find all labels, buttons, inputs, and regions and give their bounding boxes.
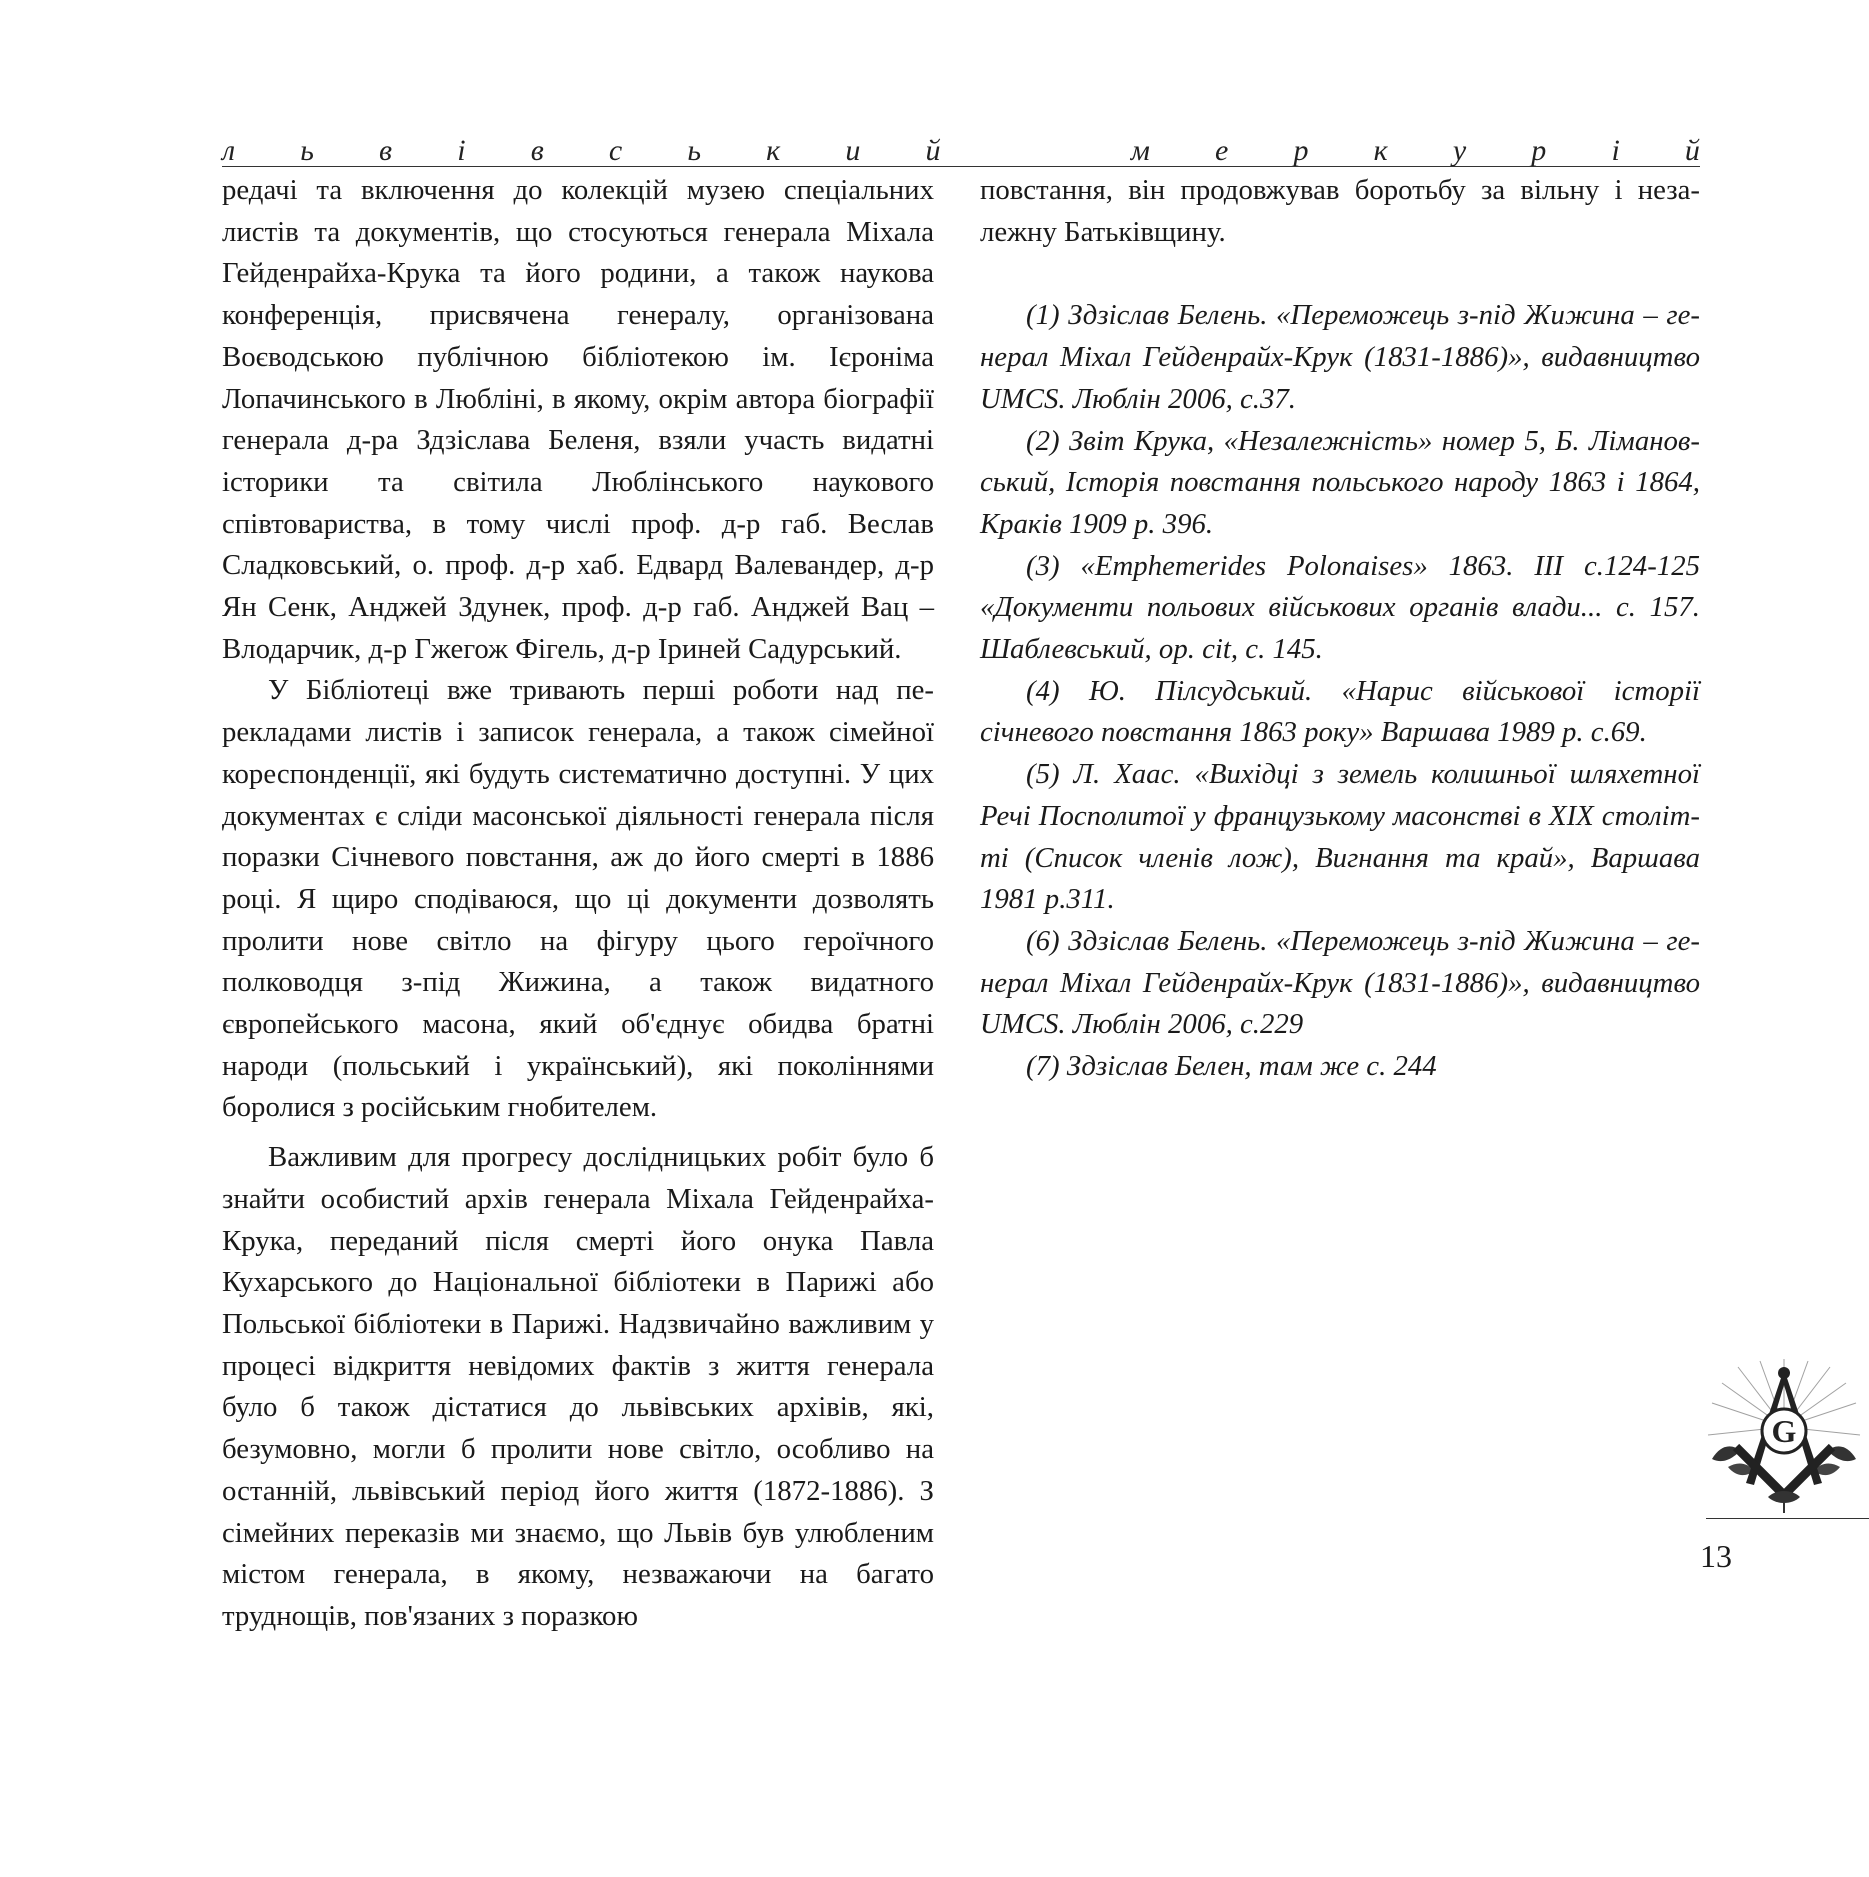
header-letter: м — [1130, 134, 1150, 167]
endnote: (4) Ю. Пілсудський. «Нарис військової історії січневого повстання 1863 року» Варшава 1989 р. с.69. — [980, 674, 1700, 749]
header-letter: е — [1215, 134, 1229, 167]
endnote: (7) Здзіслав Белен, там же с. 244 — [1026, 1050, 1437, 1083]
header-letter: й — [1684, 134, 1700, 167]
body-paragraph: редачі та включення до колекцій музею спеціальних листів та документів, що стосуються генерала Міхала Гейденрайха-Крука та його родини, а також наукова конференція, присвячена генералу, організована Воєводською публічною бібліотекою ім. Ієроніма Лопачинського в Любліні, в якому, окрім автора біографії генерала д-ра Здзіслава Беленя, взяли участь видатні історики та світила Люблінського наукового співтовариства, в тому числі проф. д-р габ. Веслав Сладковський, о. проф. д-р хаб. Едвард Валевандер, д-р Ян Сенк, Анджей Здунек, проф. д-р габ. Анджей Вац – Влодарчик, д-р Гжегож Фігель, д-р Іриней Садурський. — [222, 174, 934, 665]
body-paragraph: Важливим для прогресу дослідницьких робіт було б знайти особистий архів генерала Міхала Гейденрайха-Крука, переданий після смерті його онука Павла Кухарського до Національної бібліотеки в Парижі або Польської бібліотеки в Парижі. Надзвичайно важливим у процесі відкриття невідомих фактів з життя генерала було б також дістатися до львівських архівів, які, безумовно, могли б пролити нове світло, особливо на останній, львівський період його життя (1872-1886). З сімейних переказів ми знаємо, що Львів був улюбленим містом генерала, в якому, незважаючи на багато труднощів, пов'язаних з поразкою — [222, 1141, 934, 1632]
right-column — [980, 170, 1700, 1088]
body-paragraph: У Бібліотеці вже тривають перші роботи над перекладами листів і записок генерала, а також сімейної кореспонденції, які будуть систематично доступні. У цих документах є сліди масонської діяльності генерала після поразки Січневого повстання, аж до його смерті в 1886 році. Я щиро сподіваюся, що ці документи дозволять пролити нове світло на фігуру цього героїчного полководця з-під Жижина, а також видатного європейського масона, який об'єднує обидва братні народи (польський і український), які поколіннями боролися з російським гнобителем. — [222, 674, 934, 1124]
running-header — [222, 124, 1700, 168]
header-letter: р — [1531, 134, 1547, 167]
header-letter: і — [1611, 134, 1620, 167]
endnote: (6) Здзіслав Белень. «Переможець з-під Жижина – генерал Міхал Гейденрайх-Крук (1831-1886)», видавництво UMCS. Люблін 2006, с.229 — [980, 924, 1700, 1041]
left-column — [222, 170, 934, 1638]
endnote: (5) Л. Хаас. «Вихідці з земель колишньої шляхетної Речі Посполитої у французькому масонстві в XIX столітті (Список членів лож), Вигнання та край», Варшава 1981 р.311. — [980, 758, 1700, 916]
header-letter: к — [1373, 134, 1388, 167]
header-letter: і — [457, 134, 466, 167]
endnote: (2) Звіт Крука, «Незалежність» номер 5, Б. Лімановський, Історія повстання польського народу 1863 і 1864, Краків 1909 р. 396. — [980, 424, 1700, 540]
header-letter: с — [608, 134, 623, 167]
header-letter: й — [925, 134, 941, 167]
endnotes — [980, 295, 1700, 1087]
endnote: (3) «Emphemerides Polonaises» 1863. III с.124-125 «Документи польових військових органів влади... с. 157. Шаблевський, op. cit, c. 145. — [980, 549, 1700, 666]
header-letter: в — [530, 134, 544, 167]
header-letter: р — [1293, 134, 1309, 167]
endnote: (1) Здзіслав Белень. «Переможець з-під Жижина – генерал Міхал Гейденрайх-Крук (1831-1886)», видавництво UMCS. Люблін 2006, с.37. — [980, 299, 1700, 415]
header-letter: в — [379, 134, 393, 167]
header-letter: ь — [687, 134, 701, 167]
header-letter: л — [222, 134, 236, 167]
header-letter: у — [1452, 134, 1467, 167]
header-letter: к — [766, 134, 781, 167]
page-number: 13 — [1700, 1538, 1732, 1574]
body-paragraph: повстання, він продовжував боротьбу за вільну і незалежну Батьківщину. — [980, 174, 1700, 248]
emblem-letter: G — [1771, 1413, 1797, 1449]
header-letter: и — [845, 134, 861, 167]
emblem-rule — [1706, 1518, 1869, 1519]
emblem-graphic — [1698, 1355, 1869, 1515]
header-rule — [222, 166, 1700, 167]
header-letter: ь — [300, 134, 314, 167]
masonic-square-compass-icon — [1698, 1355, 1869, 1515]
